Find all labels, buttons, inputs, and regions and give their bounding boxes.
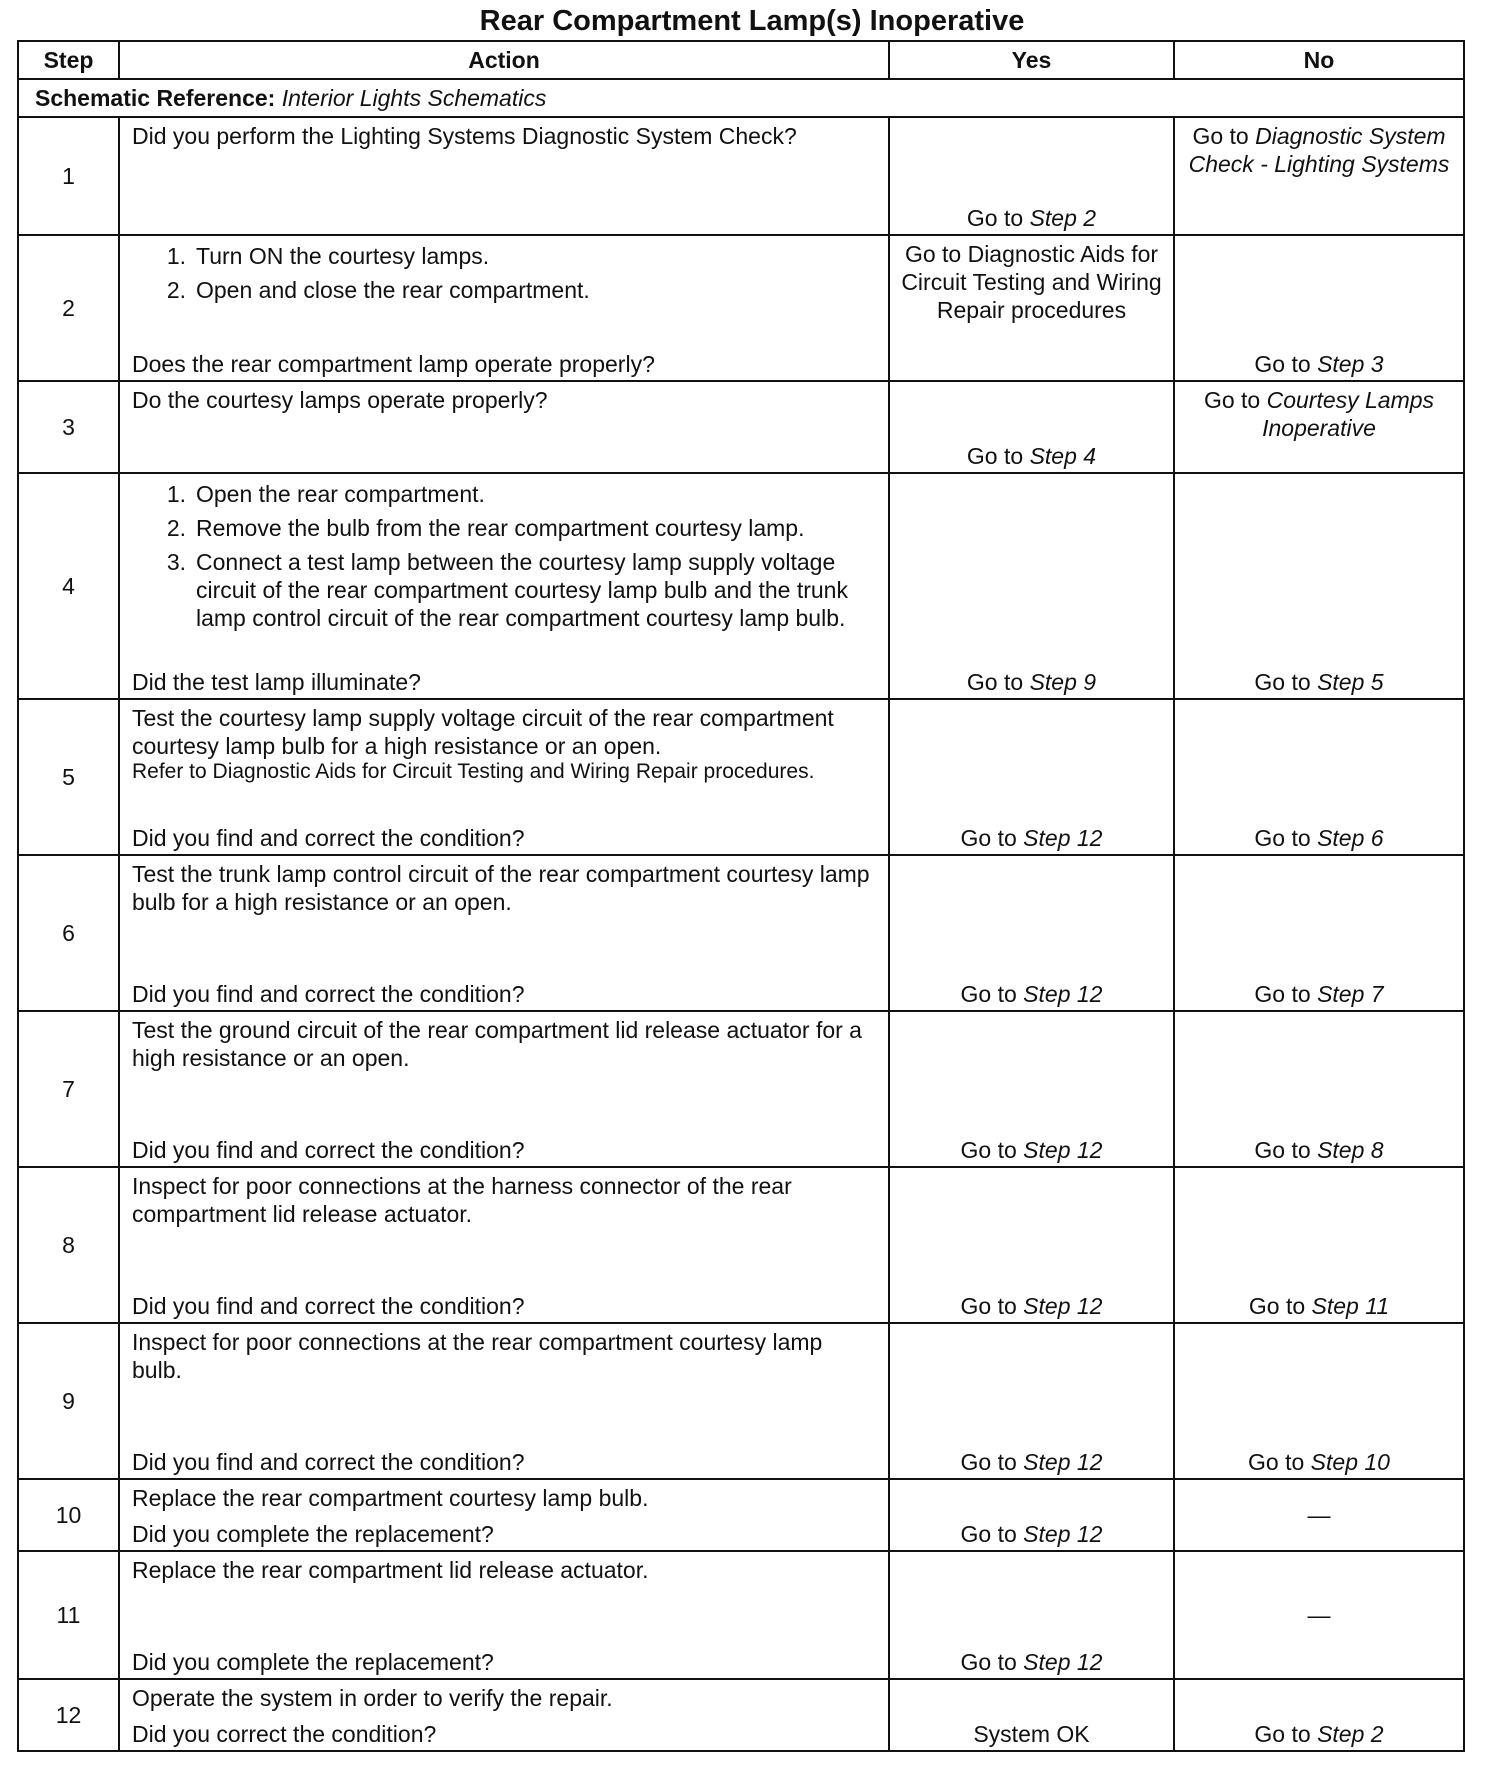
- no-cell: [1174, 1679, 1464, 1751]
- step-row: [18, 473, 1464, 699]
- step-number: 8: [18, 1167, 119, 1323]
- action-cell: [119, 1551, 889, 1679]
- action-step-item: [132, 276, 878, 304]
- action-text: Do the courtesy lamps operate properly?: [132, 387, 548, 413]
- action-step-item: [132, 548, 878, 632]
- step-row: [18, 381, 1464, 473]
- action-step-number: 3.: [166, 549, 186, 575]
- no-cell: [1174, 473, 1464, 699]
- no-cell: [1174, 855, 1464, 1011]
- diagnostic-table: [17, 40, 1465, 1752]
- step-number: 10: [18, 1479, 119, 1551]
- step-number: 11: [18, 1551, 119, 1679]
- action-text: Test the trunk lamp control circuit of the rear compartment courtesy lamp bulb for a high resistance or an open.: [132, 861, 870, 915]
- yes-goto: [890, 980, 1173, 1008]
- yes-cell: [889, 699, 1174, 855]
- no-cell: [1174, 1167, 1464, 1323]
- no-cell: [1174, 699, 1464, 855]
- yes-goto: [890, 824, 1173, 852]
- action-cell: [119, 473, 889, 699]
- yes-target: Step 12: [1023, 1449, 1103, 1475]
- action-cell: [119, 1323, 889, 1479]
- yes-content: [890, 1168, 1173, 1322]
- action-step-item: [132, 480, 878, 508]
- go-to-text: Go to: [966, 669, 1024, 695]
- action-text: Operate the system in order to verify the repair.: [132, 1685, 613, 1711]
- schematic-reference-row: [18, 79, 1464, 117]
- step-row: [18, 855, 1464, 1011]
- step-number: 7: [18, 1011, 119, 1167]
- action-question: Did you complete the replacement?: [132, 1649, 494, 1675]
- action-text: Replace the rear compartment lid release actuator.: [132, 1557, 649, 1583]
- action-step-text: Remove the bulb from the rear compartment courtesy lamp.: [196, 515, 805, 541]
- step-row: [18, 117, 1464, 235]
- no-content: [1175, 1324, 1463, 1478]
- action-question: Did you find and correct the condition?: [132, 981, 525, 1007]
- go-to-text: Go to: [1248, 1449, 1305, 1475]
- no-target: Diagnostic System Check - Lighting Systems: [1188, 123, 1450, 177]
- action-question: Did the test lamp illuminate?: [132, 669, 421, 695]
- action-content: [120, 856, 888, 1010]
- step-number: 6: [18, 855, 119, 1011]
- no-content: [1175, 118, 1463, 234]
- action-content: [120, 1480, 888, 1550]
- yes-content: [890, 474, 1173, 698]
- no-content: [1175, 1168, 1463, 1322]
- step-number: 2: [18, 235, 119, 381]
- step-number: 3: [18, 381, 119, 473]
- go-to-text: Go to: [960, 1449, 1017, 1475]
- no-target: Step 10: [1310, 1449, 1390, 1475]
- yes-content: [890, 1480, 1173, 1550]
- yes-cell: [889, 1679, 1174, 1751]
- yes-goto: [890, 1520, 1173, 1548]
- action-question: Did you find and correct the condition?: [132, 1449, 525, 1475]
- action-question: Did you find and correct the condition?: [132, 1293, 525, 1319]
- no-cell: [1174, 235, 1464, 381]
- action-cell: [119, 235, 889, 381]
- no-goto: [1175, 382, 1463, 442]
- action-step-number: 1.: [166, 481, 186, 507]
- no-cell: [1174, 117, 1464, 235]
- yes-content: [890, 1552, 1173, 1678]
- yes-target: Step 9: [1029, 669, 1097, 695]
- yes-target: Step 4: [1029, 443, 1097, 469]
- go-to-text: Go to: [1203, 387, 1261, 413]
- yes-goto: [890, 442, 1173, 470]
- yes-content: [890, 856, 1173, 1010]
- schematic-reference-value: Interior Lights Schematics: [281, 85, 547, 111]
- action-question: Did you find and correct the condition?: [132, 1137, 525, 1163]
- step-row: [18, 1679, 1464, 1751]
- no-target: Step 7: [1317, 981, 1384, 1007]
- yes-content: [890, 1324, 1173, 1478]
- yes-goto: [890, 1292, 1173, 1320]
- no-content: [1175, 474, 1463, 698]
- step-number: 9: [18, 1323, 119, 1479]
- no-cell: [1174, 1323, 1464, 1479]
- header-no: No: [1174, 41, 1464, 79]
- action-cell: [119, 699, 889, 855]
- go-to-text: Go to: [960, 1293, 1017, 1319]
- no-content: [1175, 236, 1463, 380]
- action-steps-list: [132, 242, 878, 304]
- go-to-text: Go to: [1254, 981, 1311, 1007]
- yes-cell: [889, 1167, 1174, 1323]
- go-to-text: Go to: [966, 443, 1024, 469]
- no-goto: [1175, 1136, 1463, 1164]
- action-content: [120, 700, 888, 854]
- yes-content: [890, 1012, 1173, 1166]
- action-step-number: 2.: [166, 515, 186, 541]
- action-content: [120, 118, 888, 234]
- no-target: Courtesy Lamps Inoperative: [1262, 387, 1435, 441]
- no-target: Step 3: [1317, 351, 1384, 377]
- go-to-text: Go to: [1254, 1721, 1311, 1747]
- no-target: Step 5: [1317, 669, 1384, 695]
- yes-target: Step 12: [1023, 981, 1103, 1007]
- go-to-text: Go to: [1254, 351, 1311, 377]
- yes-target: Step 12: [1023, 1137, 1103, 1163]
- action-cell: [119, 1479, 889, 1551]
- yes-cell: [889, 1479, 1174, 1551]
- action-cell: [119, 1011, 889, 1167]
- action-cell: [119, 117, 889, 235]
- go-to-text: Go to: [960, 825, 1017, 851]
- yes-cell: [889, 473, 1174, 699]
- go-to-text: Go to: [960, 1137, 1017, 1163]
- yes-text: System OK: [973, 1721, 1090, 1747]
- action-content: [120, 474, 888, 698]
- no-goto: [1175, 1292, 1463, 1320]
- header-row: [18, 41, 1464, 79]
- step-number: 12: [18, 1679, 119, 1751]
- schematic-reference-label: Schematic Reference:: [35, 85, 276, 111]
- action-question: Does the rear compartment lamp operate properly?: [132, 351, 655, 377]
- yes-content: [890, 118, 1173, 234]
- no-content: [1175, 1680, 1463, 1750]
- yes-target: Step 12: [1023, 1649, 1103, 1675]
- yes-text: Go to Diagnostic Aids for Circuit Testing and Wiring Repair procedures: [901, 241, 1162, 323]
- action-step-number: 1.: [166, 243, 186, 269]
- go-to-text: Go to: [960, 1521, 1017, 1547]
- yes-target: Step 12: [1023, 1293, 1103, 1319]
- no-cell: [1174, 1479, 1464, 1551]
- yes-cell: [889, 381, 1174, 473]
- yes-target: Step 2: [1029, 205, 1097, 231]
- action-steps-list: [132, 480, 878, 632]
- action-text: Inspect for poor connections at the harness connector of the rear compartment lid release actuator.: [132, 1173, 792, 1227]
- action-text: Inspect for poor connections at the rear compartment courtesy lamp bulb.: [132, 1329, 823, 1383]
- no-content: [1175, 382, 1463, 472]
- action-text: Test the courtesy lamp supply voltage circuit of the rear compartment courtesy lamp bulb for a high resistance or an open.: [132, 705, 834, 759]
- no-cell: [1174, 1011, 1464, 1167]
- yes-cell: [889, 1323, 1174, 1479]
- action-text: Did you perform the Lighting Systems Diagnostic System Check?: [132, 123, 797, 149]
- action-step-item: [132, 514, 878, 542]
- yes-goto: [890, 1136, 1173, 1164]
- action-text: Replace the rear compartment courtesy lamp bulb.: [132, 1485, 649, 1511]
- no-dash: —: [1307, 1602, 1331, 1628]
- go-to-text: Go to: [966, 205, 1024, 231]
- yes-cell: [889, 855, 1174, 1011]
- no-content: [1175, 700, 1463, 854]
- step-row: [18, 235, 1464, 381]
- no-target: Step 11: [1311, 1293, 1390, 1319]
- action-content: [120, 1324, 888, 1478]
- go-to-text: Go to: [960, 1649, 1017, 1675]
- no-goto: [1175, 824, 1463, 852]
- go-to-text: Go to: [1254, 1137, 1311, 1163]
- yes-goto: [890, 1448, 1173, 1476]
- step-row: [18, 1167, 1464, 1323]
- action-step-item: [132, 242, 878, 270]
- action-content: [120, 1552, 888, 1678]
- step-row: [18, 1551, 1464, 1679]
- step-number: 5: [18, 699, 119, 855]
- no-goto: [1175, 668, 1463, 696]
- yes-content: [890, 382, 1173, 472]
- yes-cell: [889, 1011, 1174, 1167]
- yes-content: [890, 236, 1173, 380]
- header-action: Action: [119, 41, 889, 79]
- go-to-text: Go to: [1248, 1293, 1306, 1319]
- no-goto: [1175, 980, 1463, 1008]
- action-cell: [119, 381, 889, 473]
- yes-goto: [890, 204, 1173, 232]
- action-question: Did you correct the condition?: [132, 1721, 437, 1747]
- go-to-text: Go to: [1254, 825, 1311, 851]
- no-goto: [1175, 1720, 1463, 1748]
- step-number: 1: [18, 117, 119, 235]
- action-question: Did you complete the replacement?: [132, 1521, 494, 1547]
- action-content: [120, 382, 888, 472]
- schematic-reference: [18, 79, 1464, 117]
- no-goto: [1175, 118, 1463, 178]
- go-to-text: Go to: [1254, 669, 1311, 695]
- action-note: Refer to Diagnostic Aids for Circuit Testing and Wiring Repair procedures.: [132, 760, 815, 783]
- action-cell: [119, 1167, 889, 1323]
- step-number: 4: [18, 473, 119, 699]
- go-to-text: Go to: [1192, 123, 1249, 149]
- action-content: [120, 236, 888, 380]
- no-target: Step 8: [1317, 1137, 1384, 1163]
- step-row: [18, 1011, 1464, 1167]
- yes-cell: [889, 1551, 1174, 1679]
- action-question: Did you find and correct the condition?: [132, 825, 525, 851]
- yes-cell: [889, 117, 1174, 235]
- no-cell: [1174, 381, 1464, 473]
- no-goto: [1175, 1448, 1463, 1476]
- action-step-text: Connect a test lamp between the courtesy lamp supply voltage circuit of the rear compartment courtesy lamp bulb and the trunk lamp control circuit of the rear compartment courtesy lamp bulb.: [196, 549, 848, 631]
- no-content: [1175, 1552, 1463, 1678]
- action-cell: [119, 1679, 889, 1751]
- header-step: Step: [18, 41, 119, 79]
- step-row: [18, 1479, 1464, 1551]
- action-cell: [119, 855, 889, 1011]
- header-yes: Yes: [889, 41, 1174, 79]
- no-content: [1175, 1012, 1463, 1166]
- yes-goto: [890, 1648, 1173, 1676]
- yes-content: [890, 700, 1173, 854]
- action-text: Test the ground circuit of the rear compartment lid release actuator for a high resistance or an open.: [132, 1017, 862, 1071]
- action-step-number: 2.: [166, 277, 186, 303]
- no-goto: [1175, 350, 1463, 378]
- yes-target: Step 12: [1023, 825, 1103, 851]
- step-row: [18, 1323, 1464, 1479]
- yes-goto: [890, 668, 1173, 696]
- yes-content: [890, 1680, 1173, 1750]
- page-title: Rear Compartment Lamp(s) Inoperative: [479, 5, 1025, 37]
- no-target: Step 2: [1317, 1721, 1384, 1747]
- no-dash: —: [1307, 1502, 1331, 1528]
- action-step-text: Open the rear compartment.: [196, 481, 485, 507]
- action-content: [120, 1168, 888, 1322]
- action-content: [120, 1680, 888, 1750]
- action-content: [120, 1012, 888, 1166]
- yes-target: Step 12: [1023, 1521, 1103, 1547]
- no-cell: [1174, 1551, 1464, 1679]
- action-step-text: Open and close the rear compartment.: [196, 277, 590, 303]
- step-row: [18, 699, 1464, 855]
- no-target: Step 6: [1317, 825, 1384, 851]
- go-to-text: Go to: [960, 981, 1017, 1007]
- action-step-text: Turn ON the courtesy lamps.: [196, 243, 490, 269]
- no-content: [1175, 856, 1463, 1010]
- no-content: [1175, 1480, 1463, 1550]
- yes-cell: [889, 235, 1174, 381]
